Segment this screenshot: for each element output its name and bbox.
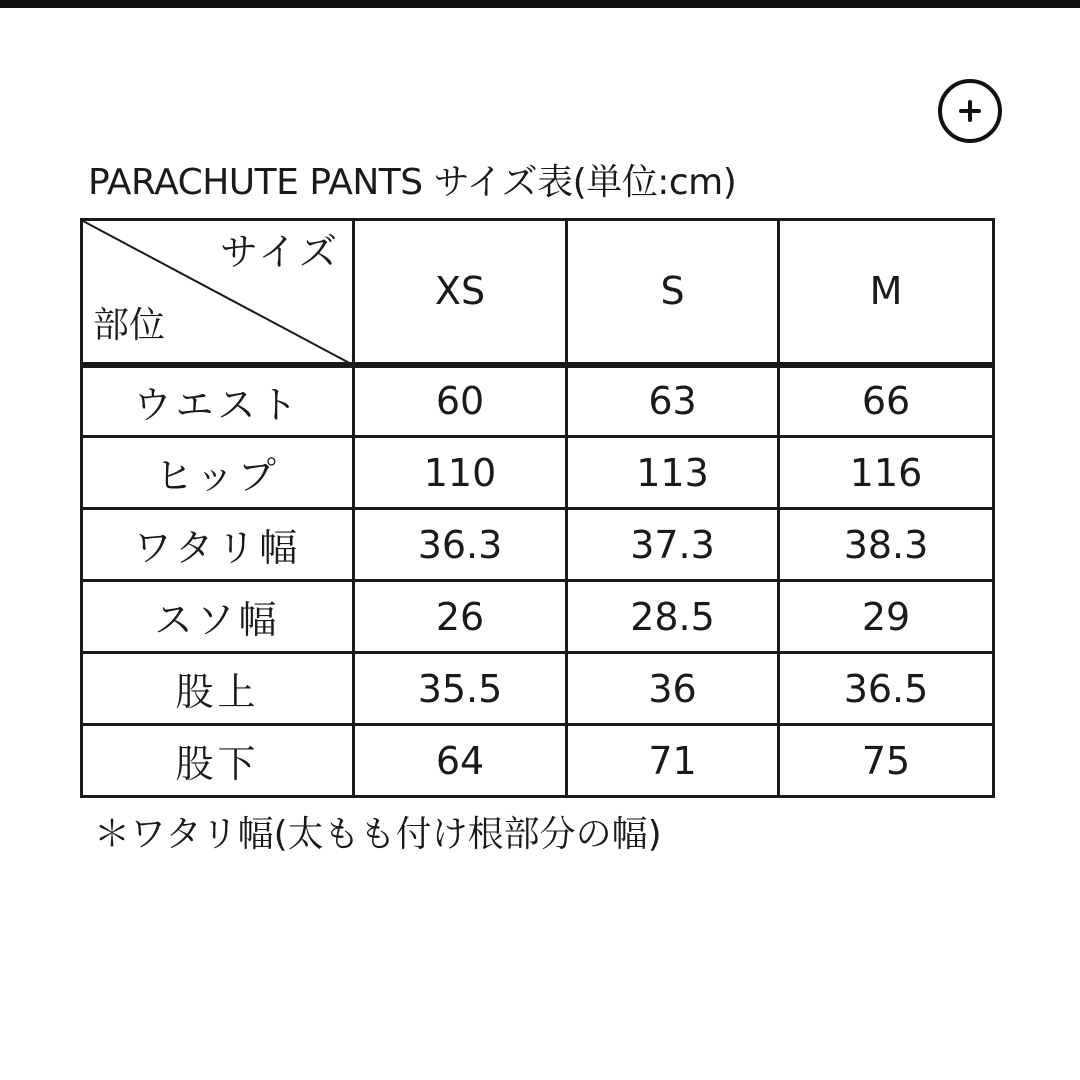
table-cell: 36.5 (779, 653, 994, 725)
table-cell: 36.3 (354, 509, 567, 581)
table-row (82, 653, 994, 725)
corner-size-label: サイズ (220, 230, 340, 274)
table-header-row (82, 220, 994, 365)
table-row (82, 365, 994, 437)
row-label: 股下 (82, 725, 354, 797)
table-cell: 64 (354, 725, 567, 797)
plus-icon (942, 83, 998, 139)
row-label: ヒップ (82, 437, 354, 509)
corner-cell (82, 220, 354, 365)
table-cell: 36 (567, 653, 779, 725)
table-cell: 113 (567, 437, 779, 509)
table-cell: 75 (779, 725, 994, 797)
table-row (82, 437, 994, 509)
zoom-button[interactable] (938, 79, 1002, 143)
table-row (82, 509, 994, 581)
table-row (82, 581, 994, 653)
row-label: ウエスト (82, 365, 354, 437)
row-label: 股上 (82, 653, 354, 725)
table-cell: 71 (567, 725, 779, 797)
table-cell: 29 (779, 581, 994, 653)
column-header-m: M (779, 220, 994, 365)
table-row (82, 725, 994, 797)
row-label: スソ幅 (82, 581, 354, 653)
table-cell: 116 (779, 437, 994, 509)
footnote: ＊ワタリ幅(太もも付け根部分の幅) (94, 814, 662, 855)
table-cell: 37.3 (567, 509, 779, 581)
table-cell: 38.3 (779, 509, 994, 581)
table-cell: 28.5 (567, 581, 779, 653)
size-table (80, 218, 995, 798)
table-cell: 63 (567, 365, 779, 437)
page-title: PARACHUTE PANTS サイズ表(単位:cm) (88, 162, 737, 203)
table-cell: 66 (779, 365, 994, 437)
table-cell: 110 (354, 437, 567, 509)
row-label: ワタリ幅 (82, 509, 354, 581)
top-bar (0, 0, 1080, 8)
table-cell: 35.5 (354, 653, 567, 725)
table-cell: 26 (354, 581, 567, 653)
table-cell: 60 (354, 365, 567, 437)
corner-part-label: 部位 (93, 304, 166, 346)
column-header-s: S (567, 220, 779, 365)
column-header-xs: XS (354, 220, 567, 365)
